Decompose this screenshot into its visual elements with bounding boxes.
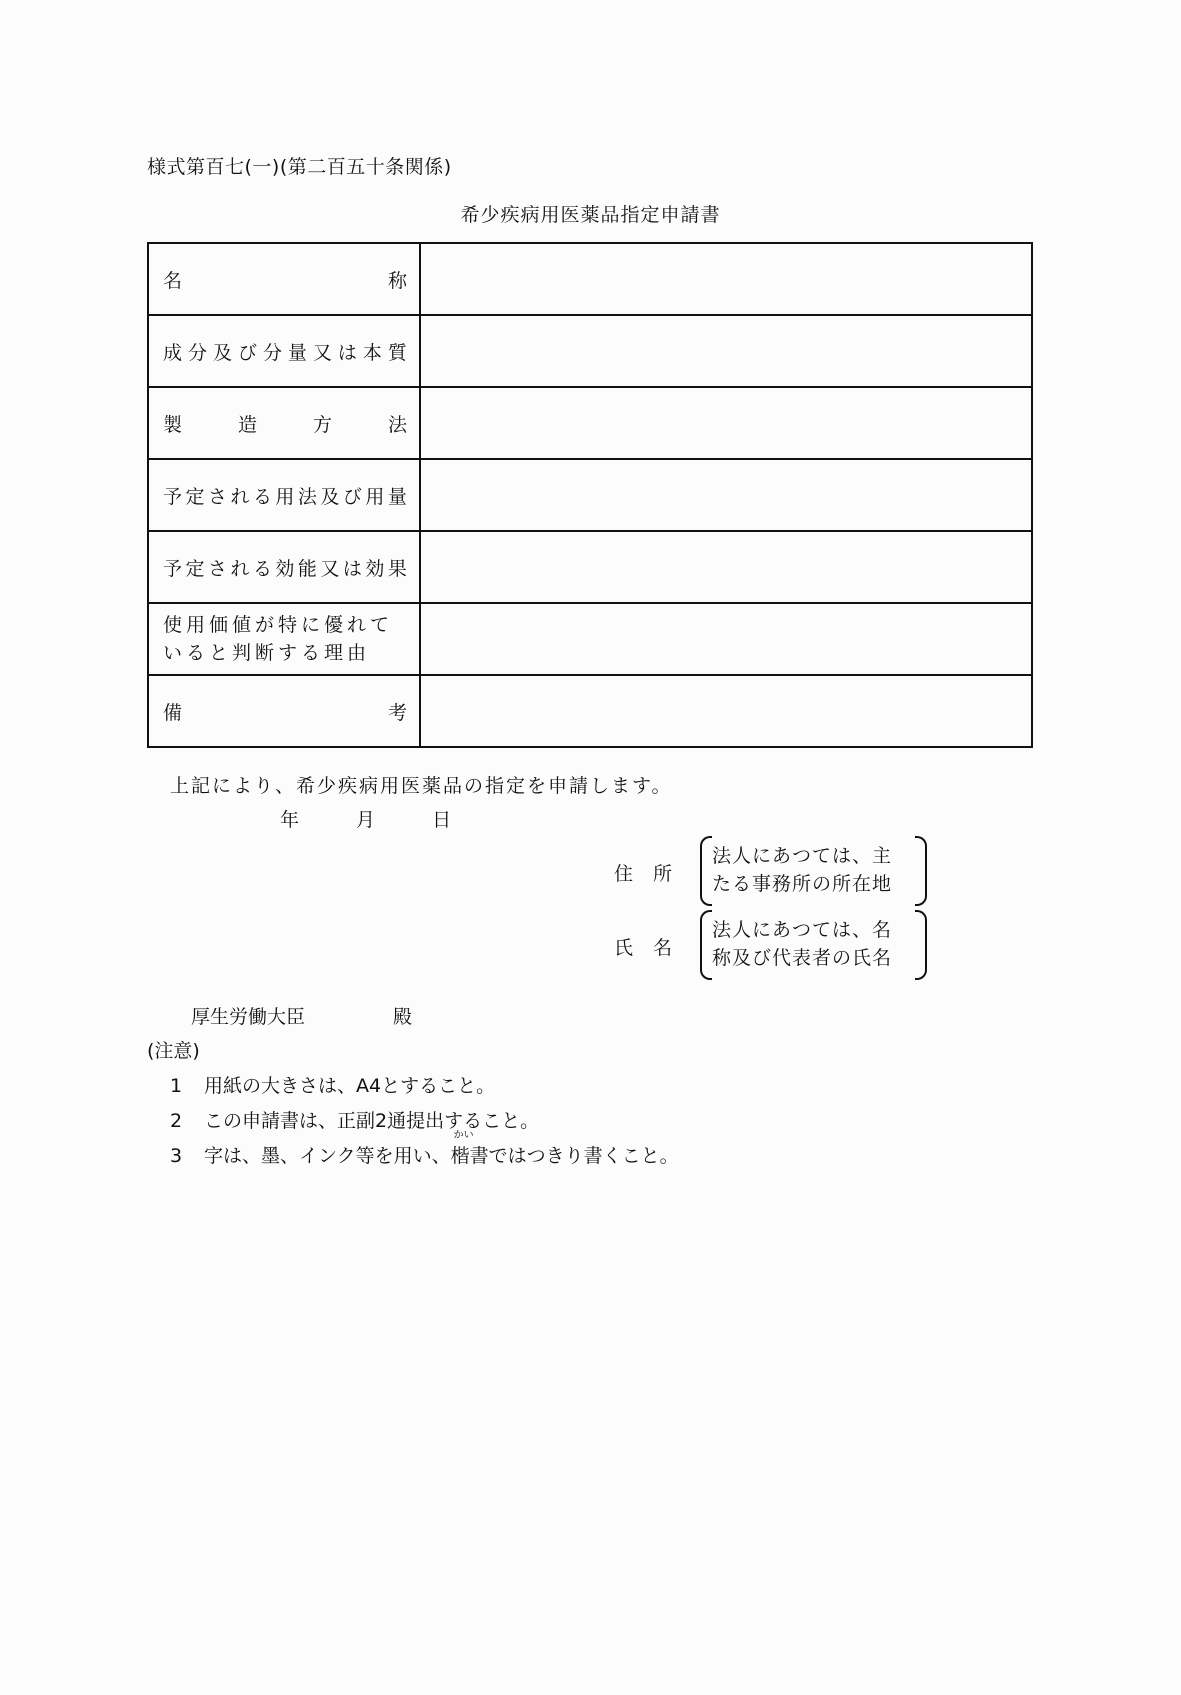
table-row-efficacy — [148, 531, 1032, 603]
table-row-name — [148, 243, 1032, 315]
row-label: 製 造 方 法 — [148, 387, 420, 459]
date-line — [280, 805, 502, 832]
date-month[interactable]: 月 — [356, 809, 376, 831]
name-value-cell[interactable] — [420, 243, 1032, 315]
application-statement: 上記により、希少疾病用医薬品の指定を申請します。 — [170, 775, 673, 797]
name-note: 法人にあつては、名 称及び代表者の氏名 — [702, 910, 927, 978]
addressee-honorific: 殿 — [393, 1006, 413, 1028]
row-label: 予 定 さ れ る 用 法 及 び 用 量 — [148, 459, 420, 531]
form-number: 様式第百七(一)(第二百五十条関係) — [147, 156, 452, 178]
row-label: 予 定 さ れ る 効 能 又 は 効 果 — [148, 531, 420, 603]
efficacy-value-cell[interactable] — [420, 531, 1032, 603]
ruby-annotation: かい 楷 — [450, 1130, 474, 1167]
note-item: 1 用紙の大きさは、A4とすること。 — [170, 1075, 496, 1097]
row-label: 使用価値が特に優れていると判断する理由 — [148, 603, 420, 675]
remarks-value-cell[interactable] — [420, 675, 1032, 747]
address-label: 住所 — [614, 863, 693, 885]
addressee — [191, 1002, 412, 1029]
ingredients-value-cell[interactable] — [420, 315, 1032, 387]
table-row-manufacturing — [148, 387, 1032, 459]
table-row-ingredients — [148, 315, 1032, 387]
row-label: 備 考 — [148, 675, 420, 747]
notes-heading: (注意) — [147, 1040, 200, 1062]
right-brace-icon — [915, 910, 927, 980]
reason-value-cell[interactable] — [420, 603, 1032, 675]
row-label: 成 分 及 び 分 量 又 は 本 質 — [148, 315, 420, 387]
addressee-name: 厚生労働大臣 — [191, 1006, 306, 1028]
row-label: 名 称 — [148, 243, 420, 315]
note-item: 3 字は、墨、インク等を用い、 かい 楷書ではつきり書くこと。 — [170, 1130, 679, 1167]
note-item: 2 この申請書は、正副2通提出すること。 — [170, 1110, 540, 1132]
table-row-reason — [148, 603, 1032, 675]
right-brace-icon — [915, 836, 927, 906]
name-label: 氏名 — [614, 937, 693, 959]
application-form-table — [147, 242, 1033, 748]
manufacturing-value-cell[interactable] — [420, 387, 1032, 459]
date-year[interactable]: 年 — [280, 809, 300, 831]
dosage-value-cell[interactable] — [420, 459, 1032, 531]
address-note: 法人にあつては、主 たる事務所の所在地 — [702, 836, 927, 904]
table-row-remarks — [148, 675, 1032, 747]
table-row-dosage — [148, 459, 1032, 531]
left-brace-icon — [700, 836, 712, 906]
document-title: 希少疾病用医薬品指定申請書 — [460, 204, 721, 226]
date-day[interactable]: 日 — [432, 809, 452, 831]
left-brace-icon — [700, 910, 712, 980]
